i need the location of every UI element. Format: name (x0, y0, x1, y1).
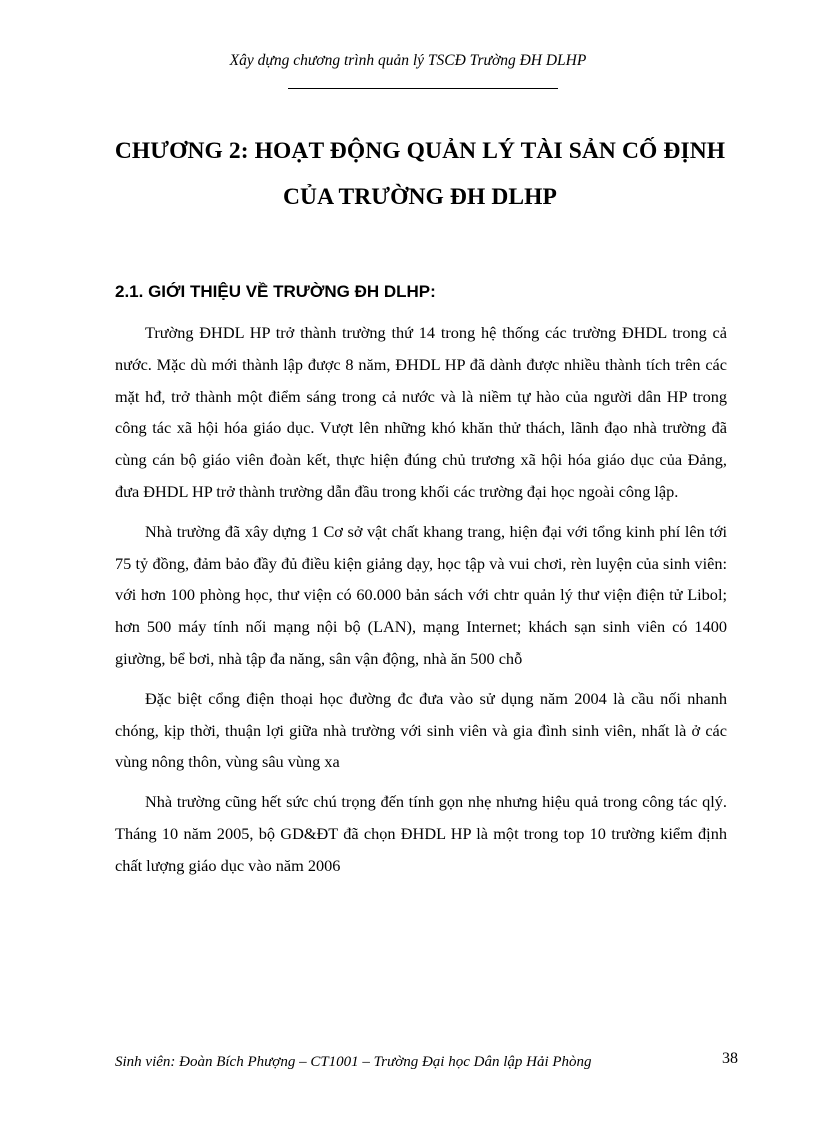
header-rule (288, 88, 558, 89)
paragraph: Trường ĐHDL HP trở thành trường thứ 14 trong hệ thống các trường ĐHDL trong cả nước. Mặc dù mới thành lập được 8 năm, ĐHDL HP đã dành được nhiều thành tích trên các mặt hđ, trở thành một điểm sáng trong cả nước và là niềm tự hào của người dân HP trong công tác xã hội hóa giáo dục. Vượt lên những khó khăn thử thách, lãnh đạo nhà trường đã cùng cán bộ giáo viên đoàn kết, thực hiện đúng chủ trương xã hội hóa giáo dục của Đảng, đưa ĐHDL HP trở thành trường dẫn đầu trong khối các trường đại học ngoài công lập. (115, 323, 727, 501)
paragraph: Đặc biệt cổng điện thoại học đường đc đưa vào sử dụng năm 2004 là cầu nối nhanh chóng, kịp thời, thuận lợi giữa nhà trường với sinh viên và gia đình sinh viên, nhất là ở các vùng nông thôn, vùng sâu vùng xa (115, 688, 727, 772)
paragraph: Nhà trường cũng hết sức chú trọng đến tính gọn nhẹ nhưng hiệu quả trong công tác qlý. Tháng 10 năm 2005, bộ GD&ĐT đã chọn ĐHDL HP là một trong top 10 trường kiểm định chất lượng giáo dục vào năm 2006 (115, 792, 727, 875)
page-number: 38 (722, 1050, 738, 1067)
paragraph: Nhà trường đã xây dựng 1 Cơ sở vật chất khang trang, hiện đại với tổng kinh phí lên tới 75 tỷ đồng, đảm bảo đầy đủ điều kiện giảng dạy, học tập và vui chơi, rèn luyện của sinh viên: với hơn 100 phòng học, thư viện có 60.000 bản sách với chtr quản lý thư viện điện tử Libol; hơn 500 máy tính nối mạng nội bộ (LAN), mạng Internet; khách sạn sinh viên có 1400 giường, bể bơi, nhà tập đa năng, sân vận động, nhà ăn 500 chỗ (115, 521, 727, 668)
running-header: Xây dựng chương trình quản lý TSCĐ Trường ĐH DLHP (229, 52, 587, 69)
section-heading: 2.1. GIỚI THIỆU VỀ TRƯỜNG ĐH DLHP: (115, 282, 436, 301)
body-text (115, 317, 727, 890)
footer-author: Sinh viên: Đoàn Bích Phượng – CT1001 – Trường Đại học Dân lập Hải Phòng (115, 1054, 592, 1070)
chapter-title-line-1: CHƯƠNG 2: HOẠT ĐỘNG QUẢN LÝ TÀI SẢN CỐ ĐỊNH (114, 138, 726, 164)
chapter-title (60, 128, 780, 220)
chapter-title-line-2: CỦA TRƯỜNG ĐH DLHP (282, 184, 558, 210)
